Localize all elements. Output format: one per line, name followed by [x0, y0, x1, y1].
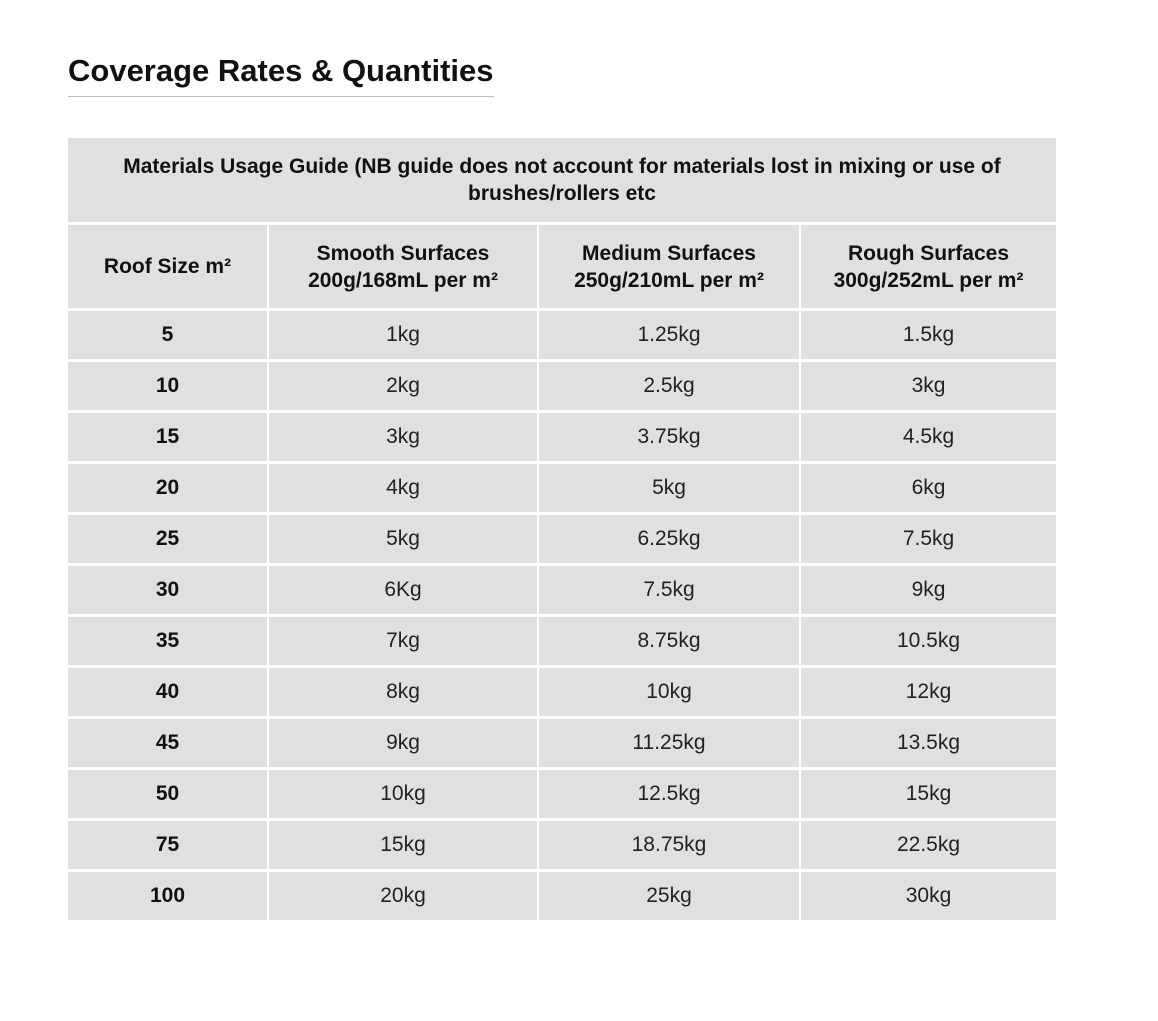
- medium-cell: 11.25kg: [539, 719, 801, 770]
- column-header-roof-size: Roof Size m²: [68, 225, 269, 311]
- roof-size-cell: 10: [68, 362, 269, 413]
- smooth-cell: 9kg: [269, 719, 539, 770]
- rough-cell: 15kg: [801, 770, 1056, 821]
- table-row: [68, 566, 1056, 617]
- table-row: [68, 362, 1056, 413]
- smooth-cell: 7kg: [269, 617, 539, 668]
- roof-size-cell: 45: [68, 719, 269, 770]
- roof-size-cell: 30: [68, 566, 269, 617]
- table-row: [68, 617, 1056, 668]
- table-row: [68, 515, 1056, 566]
- medium-cell: 8.75kg: [539, 617, 801, 668]
- medium-header-line1: Medium Surfaces: [582, 241, 756, 265]
- table-row: [68, 872, 1056, 923]
- rough-cell: 9kg: [801, 566, 1056, 617]
- smooth-cell: 5kg: [269, 515, 539, 566]
- rough-header-line2: 300g/252mL per m²: [833, 268, 1024, 292]
- roof-size-cell: 20: [68, 464, 269, 515]
- smooth-cell: 10kg: [269, 770, 539, 821]
- medium-header-line2: 250g/210mL per m²: [574, 268, 764, 292]
- column-header-smooth: [269, 225, 539, 311]
- rough-cell: 10.5kg: [801, 617, 1056, 668]
- table-row: [68, 413, 1056, 464]
- medium-cell: 2.5kg: [539, 362, 801, 413]
- column-header-medium: [539, 225, 801, 311]
- roof-size-cell: 35: [68, 617, 269, 668]
- smooth-cell: 2kg: [269, 362, 539, 413]
- smooth-cell: 4kg: [269, 464, 539, 515]
- medium-cell: 25kg: [539, 872, 801, 923]
- medium-cell: 6.25kg: [539, 515, 801, 566]
- rough-cell: 4.5kg: [801, 413, 1056, 464]
- rough-cell: 22.5kg: [801, 821, 1056, 872]
- rough-cell: 3kg: [801, 362, 1056, 413]
- medium-cell: 1.25kg: [539, 311, 801, 362]
- rough-cell: 7.5kg: [801, 515, 1056, 566]
- rough-cell: 6kg: [801, 464, 1056, 515]
- table-row: [68, 770, 1056, 821]
- rough-cell: 12kg: [801, 668, 1056, 719]
- rough-cell: 1.5kg: [801, 311, 1056, 362]
- rough-cell: 13.5kg: [801, 719, 1056, 770]
- rough-header-line1: Rough Surfaces: [847, 241, 1010, 265]
- roof-size-cell: 75: [68, 821, 269, 872]
- smooth-cell: 6Kg: [269, 566, 539, 617]
- medium-cell: 3.75kg: [539, 413, 801, 464]
- table-row: [68, 719, 1056, 770]
- roof-size-cell: 40: [68, 668, 269, 719]
- smooth-cell: 1kg: [269, 311, 539, 362]
- medium-cell: 10kg: [539, 668, 801, 719]
- table-row: [68, 821, 1056, 872]
- rough-cell: 30kg: [801, 872, 1056, 923]
- smooth-cell: 15kg: [269, 821, 539, 872]
- medium-cell: 12.5kg: [539, 770, 801, 821]
- page-title-container: [68, 52, 494, 97]
- table-row: [68, 311, 1056, 362]
- smooth-header-line2: 200g/168mL per m²: [308, 268, 498, 292]
- materials-usage-table: [68, 138, 1056, 923]
- medium-cell: 18.75kg: [539, 821, 801, 872]
- page-title: Coverage Rates & Quantities: [68, 53, 494, 88]
- medium-cell: 5kg: [539, 464, 801, 515]
- table-caption: Materials Usage Guide (NB guide does not account for materials lost in mixing or use of brushes/rollers etc: [68, 138, 1056, 225]
- column-header-rough: [801, 225, 1056, 311]
- table-row: [68, 464, 1056, 515]
- smooth-cell: 8kg: [269, 668, 539, 719]
- smooth-cell: 20kg: [269, 872, 539, 923]
- smooth-header-line1: Smooth Surfaces: [316, 241, 490, 265]
- roof-size-cell: 5: [68, 311, 269, 362]
- medium-cell: 7.5kg: [539, 566, 801, 617]
- roof-size-cell: 100: [68, 872, 269, 923]
- table-row: [68, 668, 1056, 719]
- smooth-cell: 3kg: [269, 413, 539, 464]
- roof-size-cell: 25: [68, 515, 269, 566]
- roof-size-cell: 50: [68, 770, 269, 821]
- roof-size-cell: 15: [68, 413, 269, 464]
